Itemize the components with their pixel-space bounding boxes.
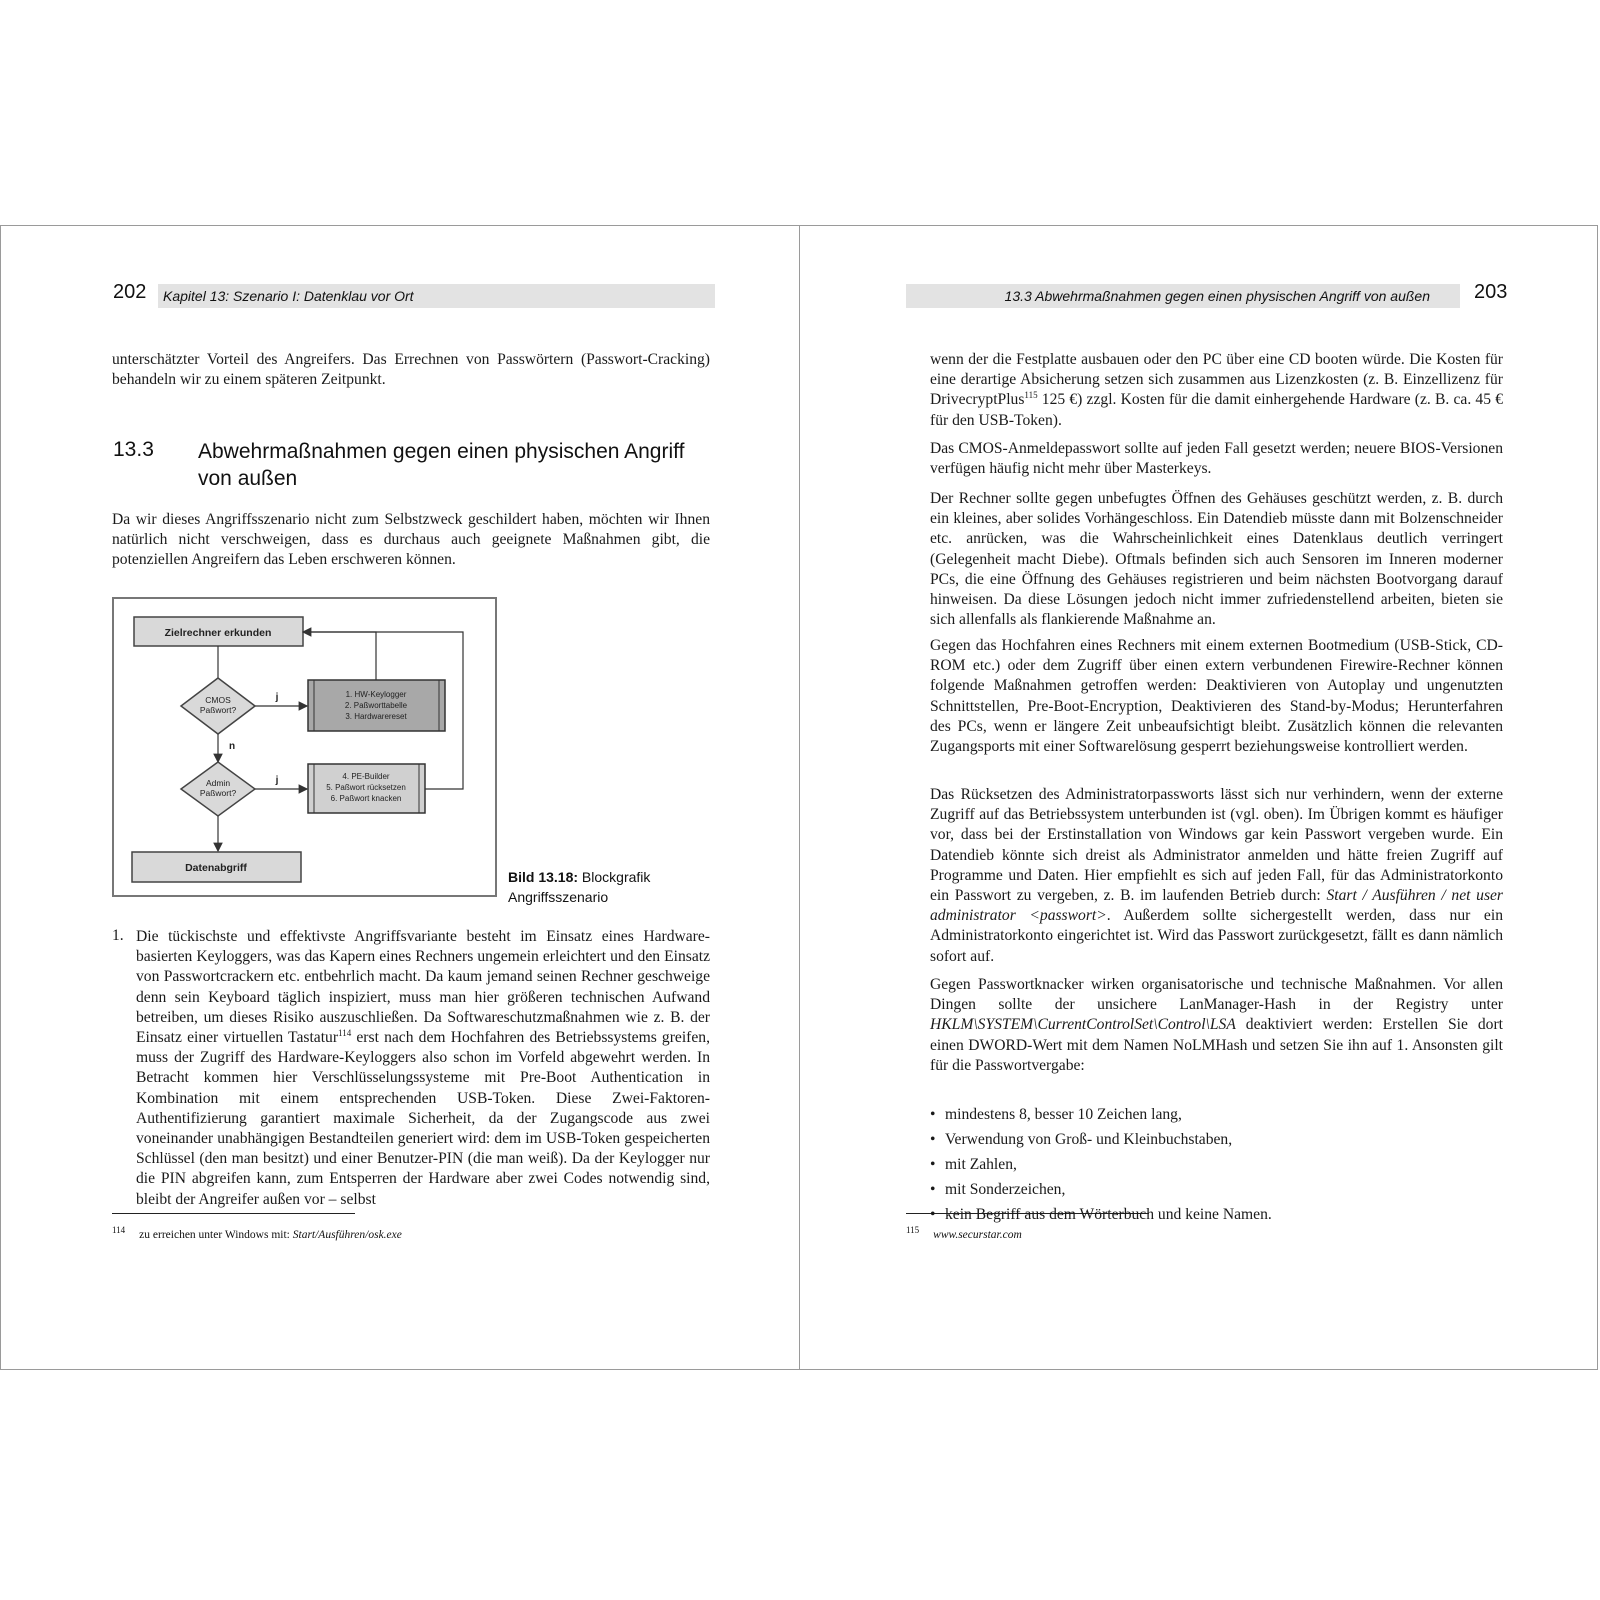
paragraph-admin-password [930,785,1503,967]
footnote-rule [112,1213,355,1214]
edge-label-yes-1: j [275,692,279,703]
p5-part-a: Das Rücksetzen des Administratorpassworts lässt sich nur verhindern, wenn der externe Zugriff auf das Betriebssystem unterbunden ist (vgl. oben). Im Übrigen kommt es häufiger vor, dass bei der Erstinstallation von Windows gar kein Passwort vergeben wurde. Ein Datendieb könnte sich dreist als Administrator anmelden und hätte freien Zugriff auf Programme und Daten. Hier empfiehlt es sich auf jeden Fall, für das Administratorkonto ein Passwort zu vergeben, z. B. im laufenden Betrieb durch: [930,786,1503,905]
paragraph-password-crackers [930,975,1503,1076]
caption-label: Bild 13.18: [508,869,579,885]
edge-label-no: n [228,741,236,752]
attack-box-2-line1: 4. PE-Builder [342,772,390,781]
paragraph-boot-media: Gegen das Hochfahren eines Rechners mit einem externen Bootmedium (USB-Stick, CD-ROM etc.) oder dem Zugriff über einen extern verbundenen Firewire-Rechner können folgende Maßnahmen getroffen werden: Deaktivieren von Autoplay und ungenutzten Schnittstellen, Pre-Boot-Encryption, Deaktivieren des Stand-by-Modus; Herunterfahren des PCs, wenn er längere Zeit unbeaufsichtigt bleibt. Zusätzlich können die relevanten Zugangsports mit einer Softwarelösung gesperrt beziehungsweise kontrolliert werden. [930,637,1503,756]
password-rules-list [930,1102,1272,1227]
intro-paragraph: unterschätzter Vorteil des Angreifers. Das Errechnen von Passwörtern (Passwort-Cracking) behandeln wir zu einem späteren Zeitpunkt. [112,351,710,389]
end-node-label: Datenabgriff [185,862,247,874]
footnote-path: Start/Ausführen/osk.exe [292,1228,402,1241]
footnote [112,1225,402,1241]
figure-caption [508,867,688,907]
footnote-ref-114: 114 [338,1027,352,1038]
decision-cmos-line1: CMOS [205,695,231,705]
edge-label-yes-2: j [275,775,279,786]
list-item-text [136,927,710,1210]
attack-box-1-line1: 1. HW-Keylogger [345,690,407,699]
p5-command: Start / Ausführen / net user administrator <passwort> [930,887,1503,925]
section-title: Abwehrmaßnahmen gegen einen physischen Angriff von außen [198,440,685,490]
list-item: • mit Sonderzeichen, [930,1177,1272,1202]
footnote [906,1225,1022,1241]
list-number: 1. [112,927,124,944]
paragraph-cmos: Das CMOS-Anmeldepasswort sollte auf jeden Fall gesetzt werden; neuere BIOS-Versionen verfügen häufig nicht mehr über Masterkeys. [930,440,1503,478]
left-page [0,225,799,1370]
flowchart-figure [112,597,497,897]
footnote-url: www.securstar.com [933,1228,1022,1241]
attack-box-1-line2: 2. Paßworttabelle [344,701,408,710]
p6-registry-key: HKLM\SYSTEM\CurrentControlSet\Control\LSA [930,1016,1236,1034]
page-number: 202 [113,281,147,303]
p1-part-a: wenn der die Festplatte ausbauen oder den PC über eine CD booten würde. Die Kosten für eine derartige Absicherung setzen sich zusammen aus Lizenzkosten (z. B. Einzellizenz für DrivecryptPlus [930,351,1503,409]
p1-part-b: 125 €) zzgl. Kosten für die damit einhergehende Hardware (z. B. ca. 45 € für den USB-Token). [930,391,1503,429]
p6-part-b: deaktiviert werden: Erstellen Sie dort einen DWORD-Wert mit dem Namen NoLMHash und setzen Sie ihn auf 1. Ansonsten gilt für die Passwortvergabe: [930,1016,1503,1074]
footnote-ref-115: 115 [1024,390,1038,401]
decision-admin-line2: Paßwort? [199,788,237,798]
attack-box-2-line2: 5. Paßwort rücksetzen [326,783,406,792]
paragraph-costs [930,350,1503,431]
attack-box-2-line3: 6. Paßwort knacken [330,794,402,803]
list-item: • Verwendung von Groß- und Kleinbuchstaben, [930,1127,1272,1152]
list-item: • kein Begriff aus dem Wörterbuch und keine Namen. [930,1202,1272,1227]
p6-part-a: Gegen Passwortknacker wirken organisatorische und technische Maßnahmen. Vor allen Dingen sollte der unsichere LanManager-Hash in der Registry unter [930,976,1503,1014]
footnote-text: zu erreichen unter Windows mit: [139,1228,293,1241]
running-head: 13.3 Abwehrmaßnahmen gegen einen physischen Angriff von außen [1004,288,1430,304]
flowchart [114,599,495,895]
caption-text: Blockgrafik Angriffsszenario [508,869,651,905]
page-number: 203 [1474,281,1508,303]
list-text-part-a: Die tückischste und effektivste Angriffsvariante besteht im Einsatz eines Hardware-basierten Keyloggers, was das Kapern eines Rechners ungemein erleichtert und den Einsatz von Passwortcrackern etc. entbehrlich macht. Da kaum jemand seinen Rechner geschweige denn sein Keyboard täglich inspiziert, muss man hier größeren technischen Aufwand betreiben, um dieses Risiko auszuschließen. Da Softwareschutzmaßnahmen wie z. B. der Einsatz einer virtuellen Tastatur [136,928,710,1047]
decision-cmos-line2: Paßwort? [199,705,237,715]
attack-box-1-line3: 3. Hardwarereset [345,712,407,721]
body-paragraph: Da wir dieses Angriffsszenario nicht zum Selbstzweck geschildert haben, möchten wir Ihnen natürlich nicht verschweigen, dass es durchaus auch geeignete Maßnahmen gibt, die potenziellen Angreifern das Leben erschweren können. [112,511,710,569]
decision-admin-line1: Admin [205,778,231,788]
paragraph-case-lock: Der Rechner sollte gegen unbefugtes Öffnen des Gehäuses geschützt werden, z. B. durch ein kleines, aber solides Vorhängeschloss. Ein Datendieb müsste dann mit Bolzenschneider etc. anrücken, was die Wahrscheinlichkeit eines Datenklaus deutlich verringert (Gelegenheit macht Diebe). Oftmals befinden sich auch Sensoren im Inneren moderner PCs, die eine Öffnung des Gehäuses registrieren und beim nächsten Bootvorgang darauf hinweisen. Da diese Lösungen jedoch nicht immer zufriedenstellend arbeiten, bieten sie sich allenfalls als flankierende Maßnahme an. [930,490,1503,629]
footnote-number: 115 [906,1225,920,1235]
list-item: • mit Zahlen, [930,1152,1272,1177]
list-text-part-b: erst nach dem Hochfahren des Betriebssystems greifen, muss der Zugriff des Hardware-Keyloggers also schon im Vorfeld abgewehrt werden. In Betracht kommen hier Verschlüsselungssysteme mit Pre-Boot Authentication in Kombination mit einem entsprechenden USB-Token. Diese Zwei-Faktoren-Authentifizierung garantiert maximale Sicherheit, da der Zugangscode aus zwei voneinander unabhängigen Bestandteilen generiert wird: dem im USB-Token gespeicherten Schlüssel (den man besitzt) und einer Benutzer-PIN (die man weiß). Da der Keylogger nur die PIN abgreifen kann, zum Entsperren der Hardware aber zwei Codes notwendig sind, bleibt der Angreifer außen vor – selbst [136,1029,710,1208]
start-node-label: Zielrechner erkunden [164,627,272,639]
section-number: 13.3 [113,438,154,461]
list-item: • mindestens 8, besser 10 Zeichen lang, [930,1102,1272,1127]
running-head: Kapitel 13: Szenario I: Datenklau vor Ort [163,288,414,304]
p5-part-b: . Außerdem sollte sichergestellt werden, dass nur ein Administratorkonto eingerichtet ist. Wird das Passwort zurückgesetzt, fällt es dann nämlich sofort auf. [930,907,1503,965]
footnote-number: 114 [112,1225,126,1235]
